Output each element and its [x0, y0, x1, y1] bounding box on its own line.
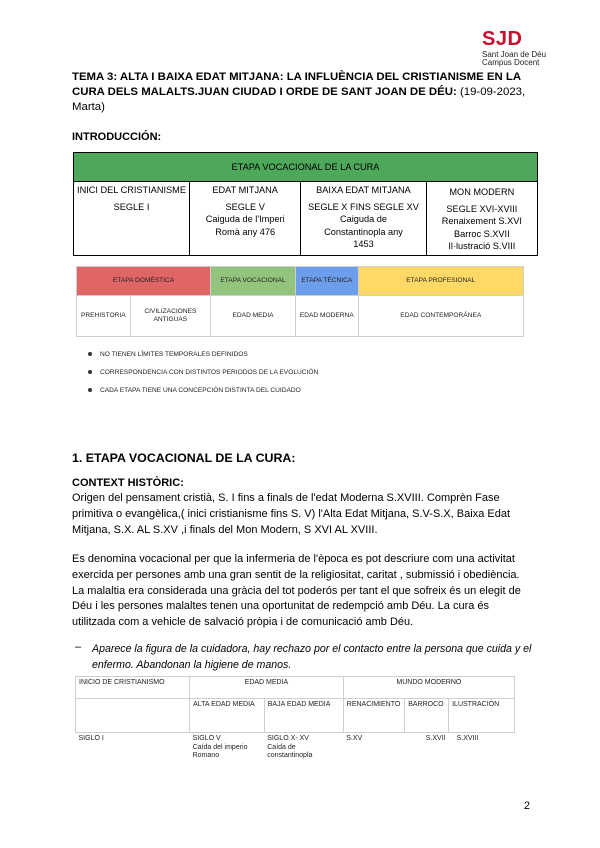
sjd-logo: SJD — [482, 28, 523, 50]
context-heading: CONTEXT HISTÒRIC: — [72, 477, 184, 489]
stage-domestic: ETAPA DOMÉSTICA — [77, 267, 211, 296]
table-cell: BAIXA EDAT MITJANA SEGLE X FINS SEGLE XV Caiguda de Constantinopla any 1453 — [301, 182, 426, 256]
dash-bullet-icon: – — [75, 641, 82, 653]
era-prehistory: PREHISTORIA — [77, 296, 131, 337]
table-header: EDAD MEDIA — [190, 677, 344, 699]
bullet-icon — [88, 370, 92, 374]
table-cell: BARROCO — [405, 699, 449, 733]
bullet-list — [88, 350, 318, 404]
list-item: NO TIENEN LÍMITES TEMPORALES DEFINIDOS — [88, 350, 318, 368]
list-item: CADA ETAPA TIENE UNA CONCEPCIÓN DISTINTA DEL CUIDADO — [88, 386, 318, 404]
intro-heading: INTRODUCCIÓN: — [72, 131, 162, 143]
table-cell: ILUSTRACIÓN — [449, 699, 515, 733]
page-number: 2 — [523, 800, 530, 812]
era-middle-ages: EDAD MEDIA — [211, 296, 296, 337]
table-cell: SIGLO I — [78, 735, 104, 742]
section-heading: 1. ETAPA VOCACIONAL DE LA CURA: — [72, 451, 296, 465]
paragraph-context: Origen del pensament cristià, S. I fins a finals de l'edat Moderna S.XVIII. Comprèn Fase primitiva o evangèlica,( inici cristianisme fins S. V) l'Alta Edat Mitjana, S.V-S.X, Baixa Edat Mitjana, S.X. AL S.XV ,i finals del Mon Modern, S XVI AL XVIII. — [72, 492, 510, 536]
table-cell — [76, 699, 190, 733]
table-cell: INICI DEL CRISTIANISME SEGLE I — [74, 182, 190, 256]
bullet-icon — [88, 352, 92, 356]
table-cell: S.XVIII — [456, 735, 479, 742]
logo-line-1: Sant Joan de Déu — [482, 50, 547, 59]
table-header: MUNDO MODERNO — [343, 677, 514, 699]
stage-vocational: ETAPA VOCACIONAL — [211, 267, 296, 296]
document-title — [72, 70, 542, 115]
list-item: CORRESPONDENCIA CON DISTINTOS PERIODOS DE LA EVOLUCIÓN — [88, 368, 318, 386]
stage-professional: ETAPA PROFESIONAL — [358, 267, 523, 296]
italic-list-item: Aparece la figura de la cuidadora, hay rechazo por el contacto entre la persona que cuida y el enfermo. Abandonan la higiene de manos. — [92, 643, 532, 671]
table-cell: S.XV — [346, 735, 363, 742]
era-modern: EDAD MODERNA — [296, 296, 359, 337]
era-contemporary: EDAD CONTEMPORÁNEA — [358, 296, 523, 337]
periods-table — [75, 676, 515, 773]
table-cell: S.XVII — [425, 735, 446, 742]
table-header: INICIO DE CRISTIANISMO — [76, 677, 190, 699]
vocational-stage-table — [73, 152, 538, 256]
table-header: ETAPA VOCACIONAL DE LA CURA — [74, 153, 538, 182]
table-cell: BAJA EDAD MEDIA — [264, 699, 343, 733]
bullet-icon — [88, 388, 92, 392]
era-ancient: CIVILIZACIONES ANTIGUAS — [130, 296, 210, 337]
table-cell: RENACIMIENTO — [343, 699, 404, 733]
logo-line-2: Campus Docent — [482, 58, 540, 67]
title-date: (19-09-2023, Marta) — [72, 86, 526, 113]
care-stages-table — [76, 266, 524, 337]
table-cell: SIGLO V Caída del imperio Romano — [192, 735, 248, 759]
table-cell: MON MODERN SEGLE XVI-XVIII Renaixement S.XVI Barroc S.XVII Il·lustració S.VIII — [426, 182, 537, 256]
stage-technical: ETAPA TÉCNICA — [296, 267, 359, 296]
title-bold: TEMA 3: ALTA I BAIXA EDAT MITJANA: LA INFLUÈNCIA DEL CRISTIANISME EN LA CURA DELS MALALTS.JUAN CIUDAD I ORDE DE SANT JOAN DE DÉU: — [72, 71, 521, 98]
table-cell: ALTA EDAD MEDIA — [190, 699, 265, 733]
table-cell: EDAT MITJANA SEGLE V Caiguda de l'Imperi Romà any 476 — [190, 182, 301, 256]
paragraph-vocational: Es denomina vocacional per que la infermeria de l'època es pot descriure com una activitat exercida per persones amb una gran sentit de la religiositat, caritat , submissió i obediència. La malaltia era considerada una gràcia del tot poderós per tant el que sofreix és un elegit de Déu i les persones malaltes tenen una oportunitat de redempció amb Déu. La cura és utilitzada com a vehicle de salvació pròpia i de comunicació amb Déu. — [72, 553, 521, 629]
table-cell: SIGLO X- XV Caída de constantinopla — [267, 735, 313, 759]
